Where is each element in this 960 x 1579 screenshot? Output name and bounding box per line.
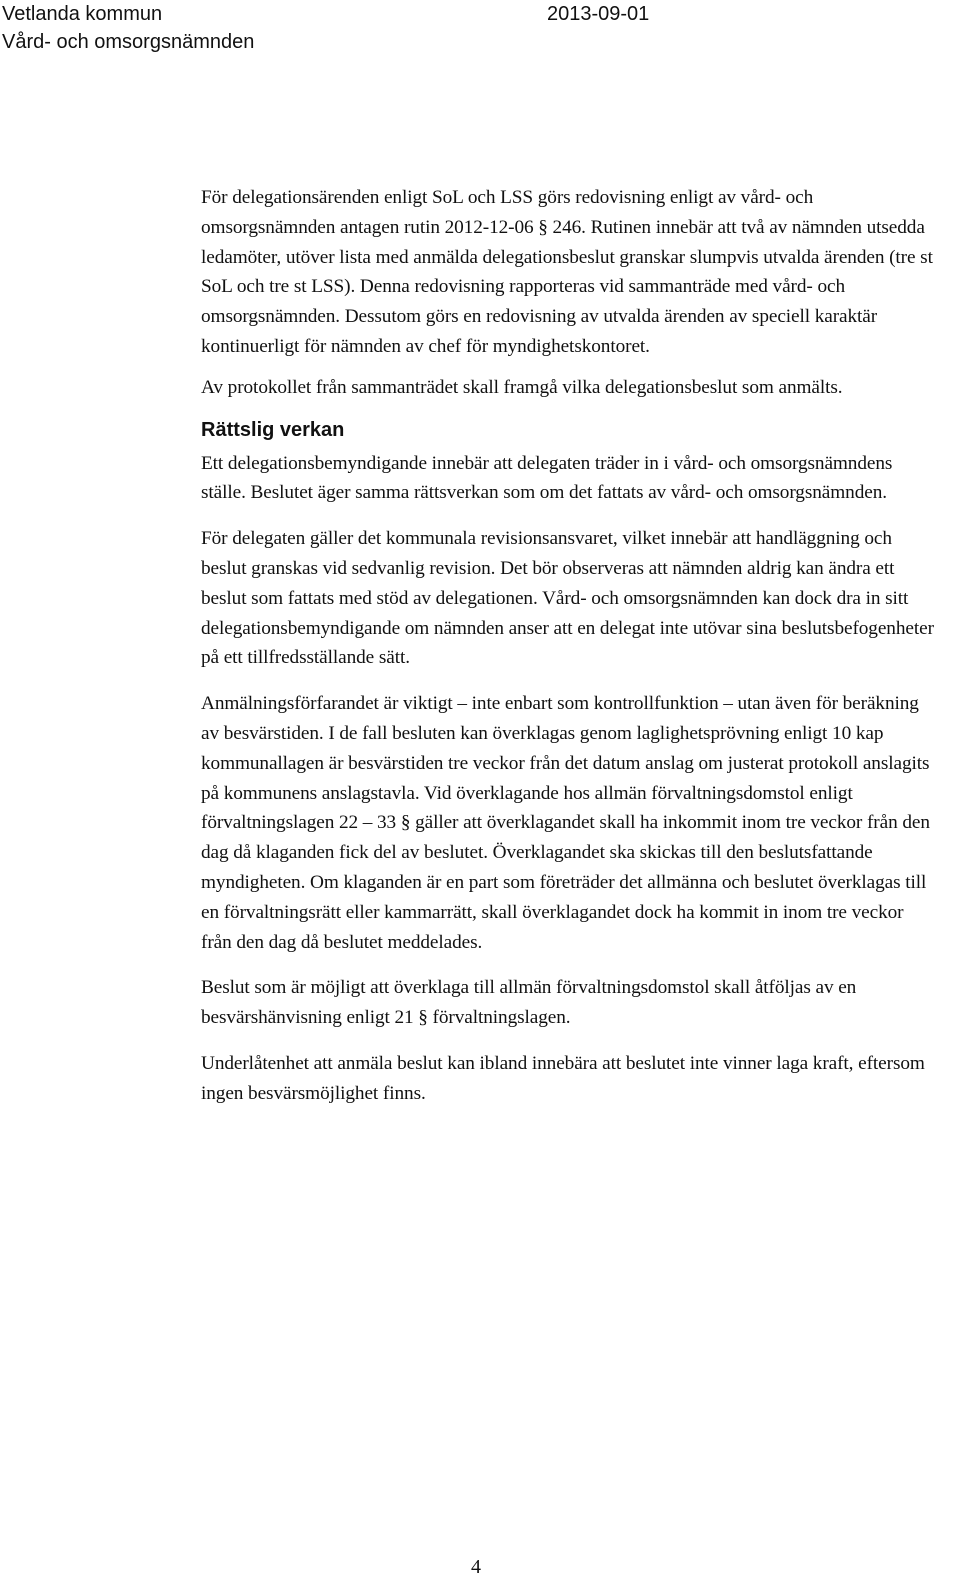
- paragraph-besvarshanvisning: Beslut som är möjligt att överklaga till allmän förvaltningsdomstol skall åtföljas av en besvärshänvisning enligt 21 § förvaltningslagen.: [201, 977, 857, 1029]
- paragraph-redovisning: För delegationsärenden enligt SoL och LSS görs redovisning enligt av vård- och omsorgsnämnden antagen rutin 2012-12-06 § 246. Rutinen innebär att två av nämnden utsedda ledamöter, utöver lista med anmälda delegationsbeslut granskar slumpvis utvalda ärenden (tre st SoL och tre st LSS). Denna redovisning rapporteras vid sammanträde med vård- och omsorgsnämnden. Dessutom görs en redovisning av utvalda ärenden av speciell karaktär kontinuerligt för nämnden av chef för myndighetskontoret.: [201, 187, 933, 357]
- document-body: [201, 183, 936, 1109]
- paragraph-underlatenhet: Underlåtenhet att anmäla beslut kan ibland innebära att beslutet inte vinner laga kraft, eftersom ingen besvärsmöjlighet finns.: [201, 1052, 925, 1104]
- organization-name: Vetlanda kommun: [2, 3, 163, 25]
- paragraph-anmalningsforfarande: Anmälningsförfarandet är viktigt – inte enbart som kontrollfunktion – utan även för beräkning av besvärstiden. I de fall besluten kan överklagas genom laglighetsprövning enligt 10 kap kommunallagen är besvärstiden tre veckor från det datum anslag om justerat protokoll anslagits på kommunens anslagstavla. Vid överklagande hos allmän förvaltningsdomstol enligt förvaltningslagen 22 – 33 § gäller att överklagandet skall ha inkommit inom tre veckor från den dag då klaganden fick del av beslutet. Överklagandet ska skickas till den beslutsfattande myndigheten. Om klaganden är en part som företräder det allmänna och beslutet överklagas till en förvaltningsrätt eller kammarrätt, skall överklagandet dock ha kommit in inom tre veckor från den dag då beslutet meddelades.: [201, 693, 930, 953]
- department-name: Vård- och omsorgsnämnden: [2, 31, 255, 53]
- page-number: 4: [471, 1556, 481, 1578]
- paragraph-protokoll: Av protokollet från sammanträdet skall framgå vilka delegationsbeslut som anmälts.: [201, 376, 843, 398]
- section-heading-rattslig-verkan: Rättslig verkan: [201, 418, 345, 441]
- paragraph-revisionsansvar: För delegaten gäller det kommunala revisionsansvaret, vilket innebär att handläggning och beslut granskas vid sedvanlig revision. Det bör observeras att nämnden aldrig kan ändra ett beslut som fattats med stöd av delegationen. Vård- och omsorgsnämnden kan dock dra in sitt delegationsbemyndigande om nämnden anser att en delegat inte utövar sina beslutsbefogenheter på ett tillfredsställande sätt.: [201, 528, 934, 669]
- paragraph-delegationsbemyndigande: Ett delegationsbemyndigande innebär att delegaten träder in i vård- och omsorgsnämndens ställe. Beslutet äger samma rättsverkan som om det fattats av vård- och omsorgsnämnden.: [201, 452, 893, 504]
- document-date: 2013-09-01: [547, 3, 650, 25]
